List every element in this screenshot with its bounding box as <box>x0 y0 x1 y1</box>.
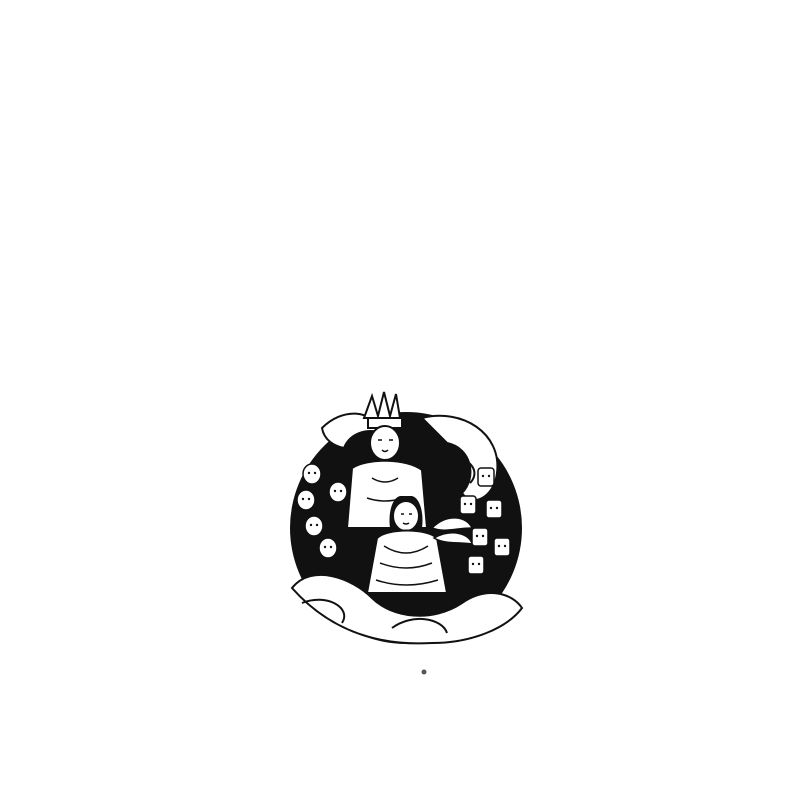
story-text <box>175 34 670 38</box>
bottom-decorative-border <box>0 770 800 800</box>
lac-long-quan-au-co-illustration <box>272 388 534 660</box>
page-dot <box>420 668 428 676</box>
top-decorative-border <box>0 0 800 18</box>
